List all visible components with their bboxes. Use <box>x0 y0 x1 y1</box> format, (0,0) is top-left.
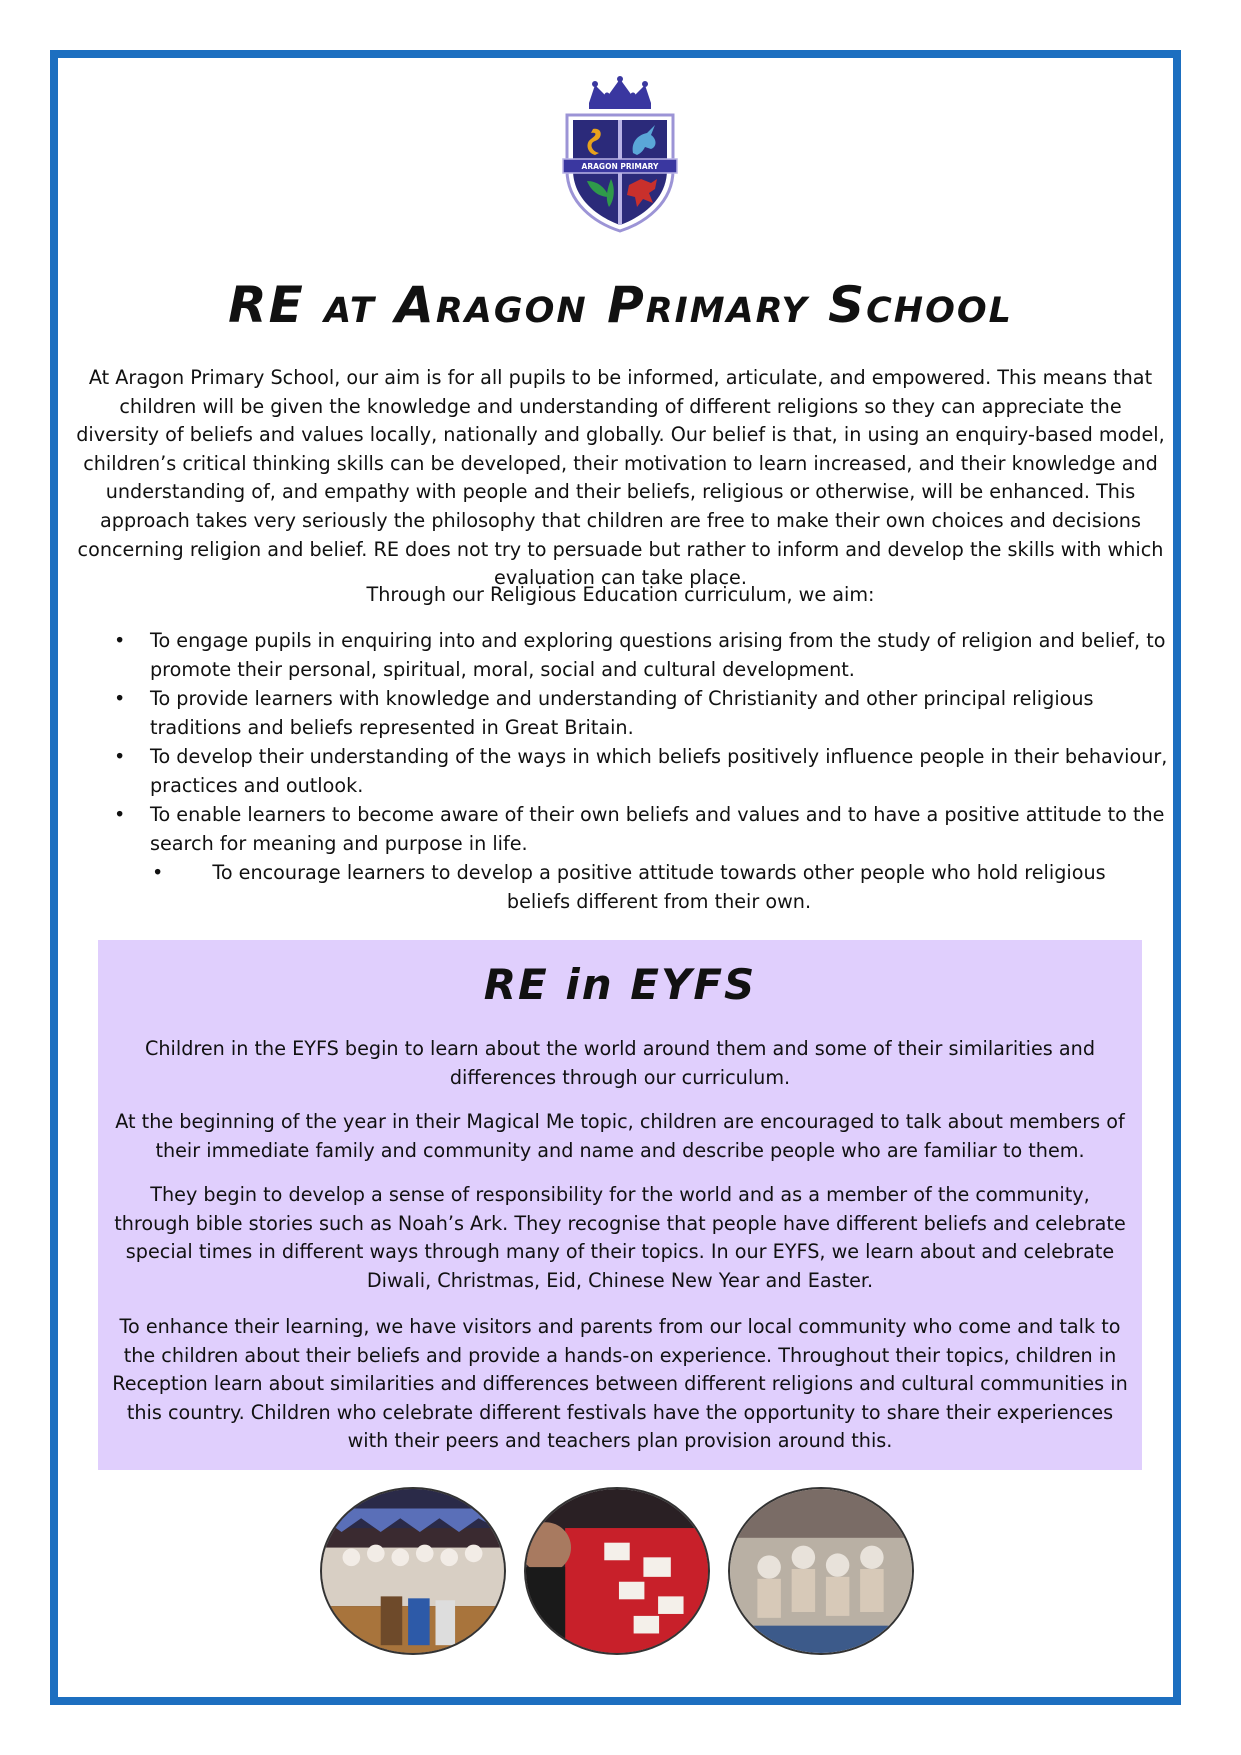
photo-nativity-hall <box>320 1487 506 1655</box>
eyfs-paragraph: Children in the EYFS begin to learn about the world around them and some of their similarities and differences through our curriculum. <box>144 1037 1095 1089</box>
eyfs-paragraph: They begin to develop a sense of responsibility for the world and as a member of the community, through bible stories such as Noah’s Ark. They recognise that people have different beliefs and celebrate special times in different ways through many of their topics. In our EYFS, we learn about and celebrate Diwali, Christmas, Eid, Chinese New Year and Easter. <box>114 1183 1126 1292</box>
bullet-icon: • <box>114 687 126 710</box>
list-item <box>110 800 1170 858</box>
list-item <box>110 858 1170 916</box>
aim-text: To engage pupils in enquiring into and exploring questions arising from the study of religion and belief, to promote their personal, spiritual, moral, social and cultural development. <box>150 629 1166 681</box>
eyfs-title: RE in EYFS <box>483 960 757 1009</box>
eyfs-paragraph: To enhance their learning, we have visitors and parents from our local community who come and talk to the children about their beliefs and provide a hands-on experience. Throughout their topics, children in Reception learn about similarities and differences between different religions and cultural communities in this country. Children who celebrate different festivals have the opportunity to share their experiences with their peers and teachers plan provision around this. <box>112 1315 1128 1453</box>
aim-text: To enable learners to become aware of their own beliefs and values and to have a positive attitude to the search for meaning and purpose in life. <box>150 803 1165 855</box>
eyfs-panel <box>98 940 1142 1470</box>
aim-text: To develop their understanding of the ways in which beliefs positively influence people in their behaviour, practices and outlook. <box>150 745 1168 797</box>
crest-banner-text: ARAGON PRIMARY <box>581 162 659 171</box>
bullet-icon: • <box>114 745 126 768</box>
list-item <box>110 742 1170 800</box>
list-item <box>110 684 1170 742</box>
school-crest-logo <box>557 75 683 233</box>
aims-lead: Through our Religious Education curriculum, we aim: <box>366 583 875 606</box>
bullet-icon: • <box>114 629 126 652</box>
eyfs-paragraph: At the beginning of the year in their Magical Me topic, children are encouraged to talk about members of their immediate family and community and name and describe people who are familiar to them. <box>115 1110 1125 1162</box>
bullet-icon: • <box>152 861 164 884</box>
list-item <box>110 626 1170 684</box>
aim-text: To provide learners with knowledge and understanding of Christianity and other principal religious traditions and beliefs represented in Great Britain. <box>150 687 1094 739</box>
photo-eid-classroom <box>728 1487 914 1655</box>
photo-chinese-new-year-craft <box>524 1487 710 1655</box>
intro-paragraph: At Aragon Primary School, our aim is for all pupils to be informed, articulate, and empowered. This means that children will be given the knowledge and understanding of different religions so they can appreciate the diversity of beliefs and values locally, nationally and globally. Our belief is that, in using an enquiry-based model, children’s critical thinking skills can be developed, their motivation to learn increased, and their knowledge and understanding of, and empathy with people and their beliefs, religious or otherwise, will be enhanced. This approach takes very seriously the philosophy that children are free to make their own choices and decisions concerning religion and belief. RE does not try to persuade but rather to inform and develop the skills with which evaluation can take place. <box>76 366 1165 590</box>
page-title: RE at Aragon Primary School <box>228 276 1013 334</box>
aims-list <box>110 626 1170 916</box>
bullet-icon: • <box>114 803 126 826</box>
aim-text: To encourage learners to develop a positive attitude towards other people who hold religious beliefs different from their own. <box>212 861 1106 913</box>
